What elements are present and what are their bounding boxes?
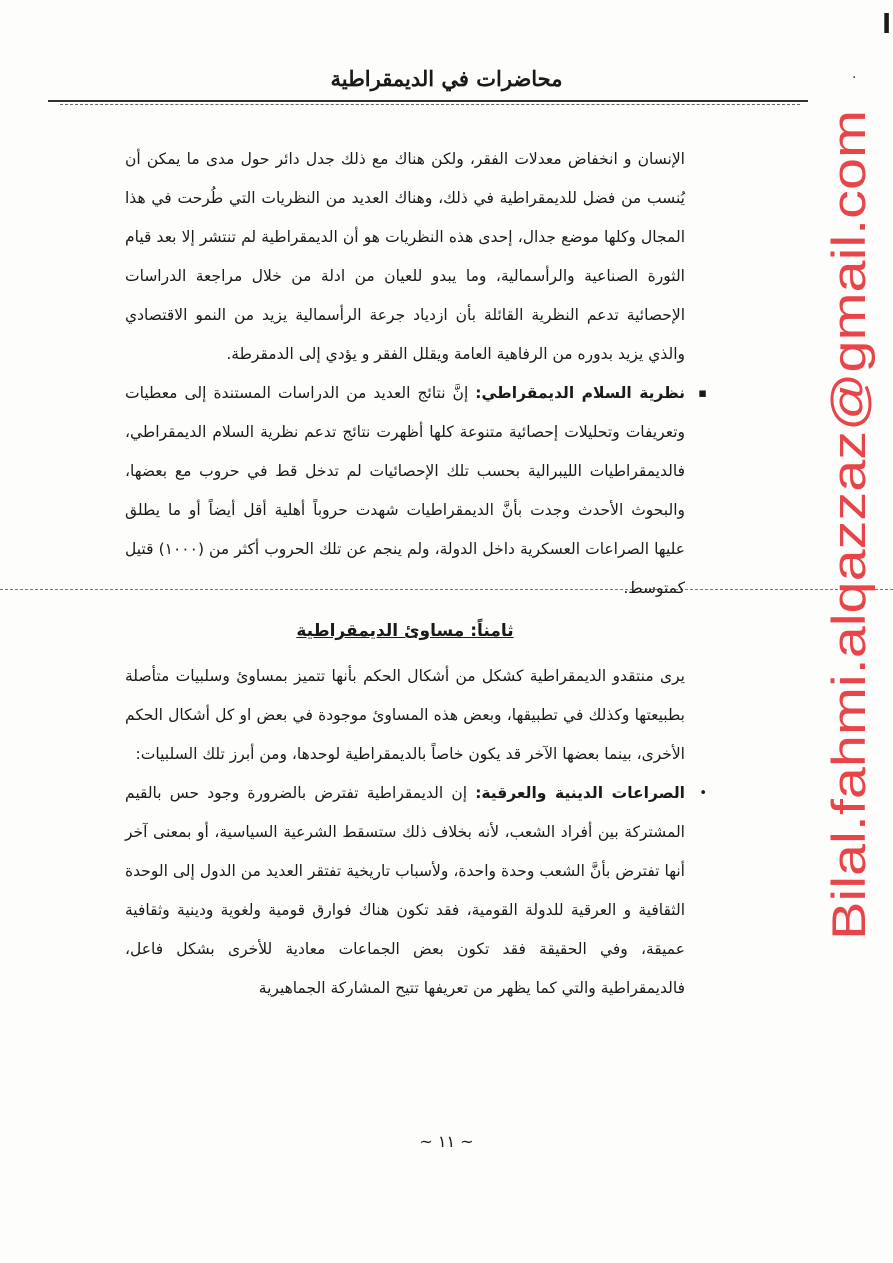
section-heading: ثامناً: مساوئ الديمقراطية — [296, 621, 514, 641]
page-header-title: محاضرات في الديمقراطية — [330, 66, 563, 91]
square-bullet-icon: ▪ — [698, 386, 707, 401]
bullet-lead: الصراعات الدينية والعرقية: — [475, 784, 685, 802]
bullet-text: إنَّ نتائج العديد من الدراسات المستندة إلى معطيات وتعريفات وتحليلات إحصائية متنوعة كلها أظهرت نتائج تدعم نظرية السلام الديمقراطي، فالديمقراطيات الليبرالية بحسب تلك الإحصائيات لم تدخل قط في حروب مع بعضها، والبحوث الأحدث وجدت بأنَّ الديمقراطيات شهدت حروباً أهلية أقل أيضاً أو ما يطلق عليها الصراعات العسكرية داخل الدولة، ولم ينجم عن تلك الحروب أكثر من (١٠٠٠) قتيل كمتوسط. — [125, 384, 685, 597]
email-watermark — [810, 100, 885, 960]
document-body — [125, 140, 707, 1008]
bullet-lead: نظرية السلام الديمقراطي: — [475, 384, 685, 402]
bullet-religious-ethnic — [125, 774, 707, 1008]
watermark-text: Bilal.fahmi.alqazzaz@gmail.com — [822, 262, 875, 940]
bullet-democratic-peace — [125, 374, 707, 608]
corner-mark: ا — [882, 10, 891, 40]
paragraph-critique: يرى منتقدو الديمقراطية كشكل من أشكال الحكم بأنها تتميز بمساوئ وسلبيات متأصلة بطبيعتها وكذلك في تطبيقها، وبعض هذه المساوئ موجودة في بعض او كل أشكال الحكم الأخرى، بينما بعضها الآخر قد يكون خاصاً بالديمقراطية لوحدها، ومن أبرز تلك السلبيات: — [125, 667, 685, 763]
paragraph-intro: الإنسان و انخفاض معدلات الفقر، ولكن هناك مع ذلك جدل دائر حول مدى ما يمكن أن يُنسب من فضل للديمقراطية في ذلك، وهناك العديد من النظريات التي طُرحت في هذا المجال وكلها موضع جدال، إحدى هذه النظريات هو أن الديمقراطية لم تنتشر إلا بعد قيام الثورة الصناعية والرأسمالية، وما يبدو للعيان من ادلة من خلال مراجعة الدراسات الإحصائية تدعم النظرية القائلة بأن ازدياد جرعة الرأسمالية يزيد من النمو الاقتصادي والذي يزيد بدوره من الرفاهية العامة ويقلل الفقر و يؤدي إلى الدمقرطة. — [125, 150, 685, 363]
round-bullet-icon: • — [699, 786, 707, 801]
bullet-text: إن الديمقراطية تفترض بالضرورة وجود حس بالقيم المشتركة بين أفراد الشعب، لأنه بخلاف ذلك ستسقط الشرعية السياسية، أو بمعنى آخر أنها تفترض بأنَّ الشعب وحدة واحدة، ولأسباب تاريخية تفتقر العديد من الدول إلى الوحدة الثقافية و العرقية للدولة القومية، فقد تكون هناك فوارق قومية ولغوية ودينية وثقافية عميقة، وفي الحقيقة فقد تكون بعض الجماعات معادية للأخرى بشكل فاعل، فالديمقراطية والتي كما يظهر من تعريفها تتيح المشاركة الجماهيرية — [125, 784, 685, 997]
scan-dot: · — [852, 70, 857, 86]
page-number: ~ ١١ ~ — [419, 1132, 474, 1151]
header-rule — [48, 100, 808, 102]
header-rule-dashed — [60, 104, 800, 105]
